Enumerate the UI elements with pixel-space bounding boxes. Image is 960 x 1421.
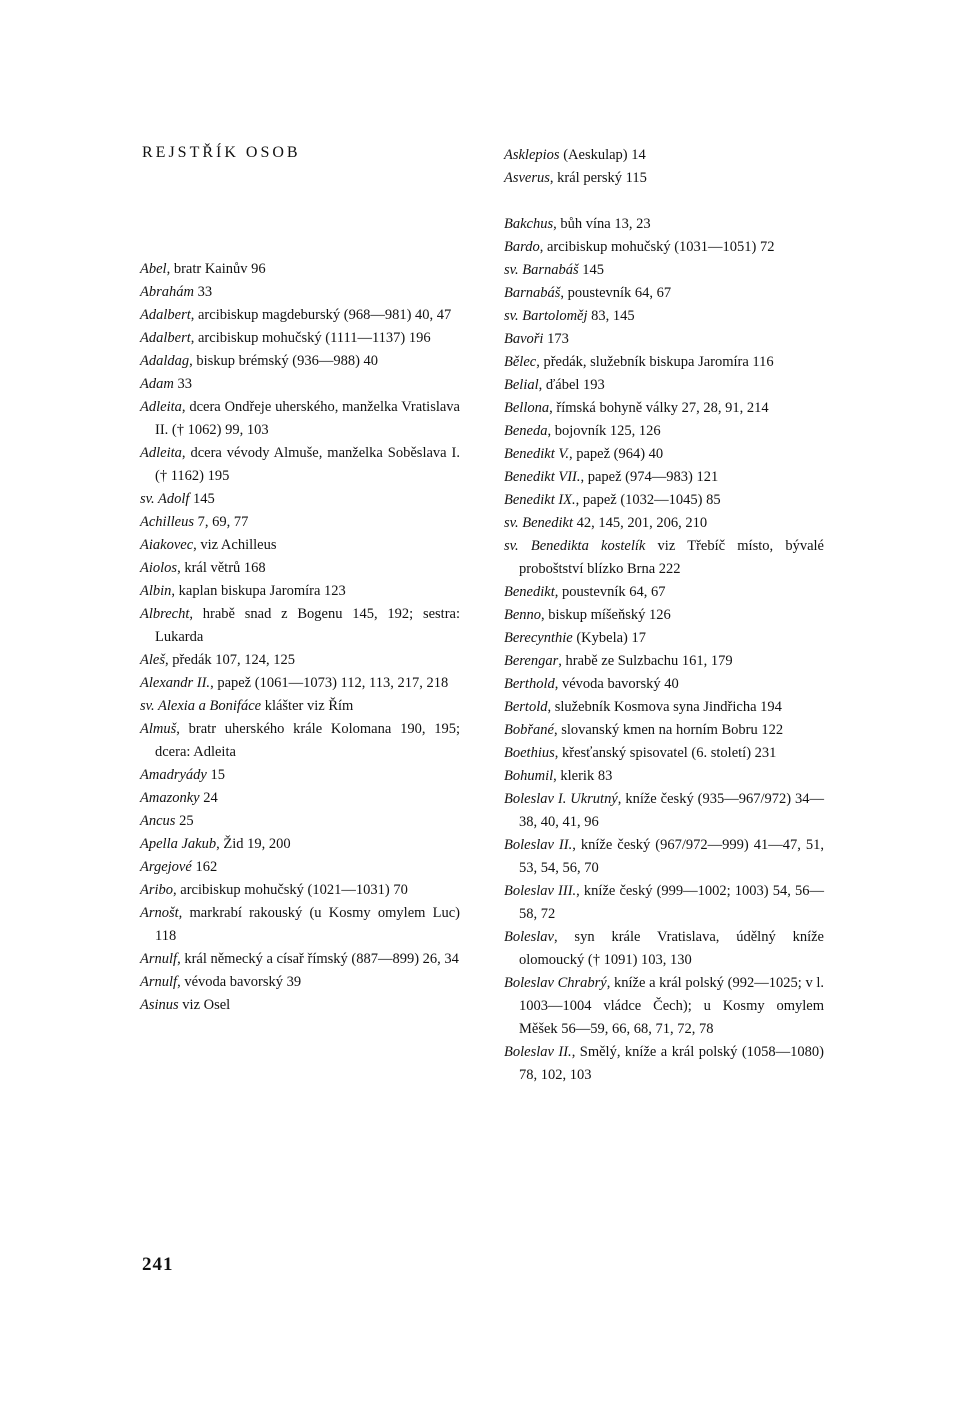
index-entry: [504, 535, 824, 581]
index-entry: [504, 512, 824, 535]
entry-name: Aiakovec: [140, 537, 194, 553]
entry-detail: 25: [175, 813, 194, 829]
entry-prefix: sv.: [504, 515, 523, 531]
entry-name: Asinus: [140, 997, 179, 1013]
index-entry: [504, 1041, 824, 1087]
entry-name: Arnulf: [140, 951, 178, 967]
index-entry: [140, 327, 460, 350]
entry-name: Argejové: [140, 859, 192, 875]
entry-name: Bertold: [504, 699, 548, 715]
entry-detail: , arcibiskup mohučský (1111—1137) 196: [190, 330, 431, 346]
entry-detail: , markrabí rakouský (u Kosmy omylem Luc) 118: [155, 905, 460, 944]
entry-name: Berengar: [504, 653, 559, 669]
entry-detail: , papež (974—983) 121: [580, 469, 719, 485]
index-entry: [504, 351, 824, 374]
index-column-left: [140, 258, 460, 1017]
index-entry: [140, 396, 460, 442]
entry-name: Benedikta kostelík: [530, 538, 646, 554]
entry-name: Boleslav I. Ukrutný: [504, 791, 618, 807]
index-entry: [140, 373, 460, 396]
entry-name: Benedikt IX.: [504, 492, 576, 508]
index-entry: [140, 304, 460, 327]
entry-detail: viz Třebíč místo, bývalé proboštství blízko Brna 222: [519, 538, 824, 577]
entry-name: Barnabáš: [504, 285, 561, 301]
entry-name: Belial: [504, 377, 539, 393]
entry-name: Benedikt: [522, 515, 573, 531]
entry-detail: , kníže a král polský (992—1025; v l. 1003—1004 vládce Čech); u Kosmy omylem Měšek 56—59, 66, 68, 71, 72, 78: [519, 975, 825, 1037]
entry-detail: , král větrů 168: [177, 560, 266, 576]
index-entry: [140, 580, 460, 603]
index-entry: [140, 787, 460, 810]
entry-prefix: sv.: [140, 698, 158, 714]
index-entry: [140, 902, 460, 948]
entry-prefix: sv.: [504, 308, 523, 324]
entry-detail: 83, 145: [587, 308, 635, 324]
entry-prefix: sv.: [504, 538, 531, 554]
entry-detail: 145: [578, 262, 605, 278]
index-entry: [504, 144, 824, 167]
entry-name: Bartoloměj: [522, 308, 588, 324]
entry-name: Asverus: [504, 170, 550, 186]
entry-detail: , kníže český (935—967/972) 34—38, 40, 41, 96: [519, 791, 824, 830]
entry-detail: , kníže český (967/972—999) 41—47, 51, 53, 54, 56, 70: [519, 837, 824, 876]
entry-detail: , poustevník 64, 67: [560, 285, 672, 301]
index-column-right: [504, 144, 824, 1087]
entry-name: Aribo: [140, 882, 174, 898]
entry-detail: , slovanský kmen na horním Bobru 122: [553, 722, 784, 738]
entry-detail: , ďábel 193: [538, 377, 605, 393]
entry-detail: 15: [206, 767, 225, 783]
entry-detail: , bratr uherského krále Kolomana 190, 195; dcera: Adleita: [155, 721, 460, 760]
entry-prefix: sv.: [504, 262, 523, 278]
index-entry: [140, 764, 460, 787]
entry-prefix: sv.: [140, 491, 158, 507]
index-entry: [140, 672, 460, 695]
entry-name: Boleslav Chrabrý: [504, 975, 607, 991]
entry-detail: , hrabě ze Sulzbachu 161, 179: [558, 653, 733, 669]
index-entry: [504, 604, 824, 627]
entry-name: Adalbert: [140, 307, 191, 323]
index-entry: [504, 489, 824, 512]
entry-detail: , papež (1061—1073) 112, 113, 217, 218: [210, 675, 449, 691]
entry-detail: , biskup brémský (936—988) 40: [189, 353, 379, 369]
index-entry: [504, 673, 824, 696]
entry-name: Achilleus: [140, 514, 194, 530]
entry-detail: klášter viz Řím: [261, 698, 354, 714]
entry-detail: , syn krále Vratislava, údělný kníže olomoucký († 1091) 103, 130: [519, 929, 824, 968]
entry-name: Ancus: [140, 813, 176, 829]
page-number: 241: [142, 1254, 174, 1275]
entry-name: Adleita: [140, 445, 182, 461]
index-entry: [504, 420, 824, 443]
entry-detail: , bratr Kainův 96: [166, 261, 266, 277]
entry-detail: viz Osel: [178, 997, 231, 1013]
entry-name: Amazonky: [140, 790, 200, 806]
index-entry: [504, 305, 824, 328]
entry-name: Asklepios: [504, 147, 560, 163]
entry-detail: , král německý a císař římský (887—899) 26, 34: [177, 951, 459, 967]
index-entry: [140, 488, 460, 511]
entry-name: Amadryády: [140, 767, 207, 783]
entry-detail: , papež (964) 40: [568, 446, 664, 462]
entry-name: Beneda: [504, 423, 548, 439]
entry-name: Alexia a Bonifáce: [158, 698, 262, 714]
index-entry: [504, 397, 824, 420]
index-entry: [504, 167, 824, 190]
entry-name: Benno: [504, 607, 542, 623]
entry-name: Aleš: [140, 652, 165, 668]
entry-name: Arnošt: [140, 905, 179, 921]
entry-detail: , předák 107, 124, 125: [164, 652, 296, 668]
index-group-a: [504, 144, 824, 190]
entry-name: Bardo: [504, 239, 540, 255]
entry-detail: , římská bohyně války 27, 28, 91, 214: [549, 400, 769, 416]
entry-name: Berthold: [504, 676, 555, 692]
entry-name: Boleslav: [504, 929, 554, 945]
entry-name: Bobřané: [504, 722, 554, 738]
index-entry: [504, 282, 824, 305]
index-entry: [140, 442, 460, 488]
entry-name: Albrecht: [140, 606, 190, 622]
index-entry: [140, 511, 460, 534]
index-entry: [504, 972, 824, 1041]
entry-detail: , kníže český (999—1002; 1003) 54, 56—58, 72: [519, 883, 824, 922]
entry-name: Arnulf: [140, 974, 178, 990]
index-entry: [504, 213, 824, 236]
entry-detail: , předák, služebník biskupa Jaromíra 116: [536, 354, 774, 370]
entry-detail: , Smělý, kníže a král polský (1058—1080) 78, 102, 103: [519, 1044, 825, 1083]
entry-detail: (Kybela) 17: [572, 630, 646, 646]
entry-detail: , dcera vévody Almuše, manželka Soběslava I. († 1162) 195: [155, 445, 460, 484]
entry-detail: , dcera Ondřeje uherského, manželka Vratislava II. († 1062) 99, 103: [155, 399, 460, 438]
entry-name: Benedikt: [504, 584, 555, 600]
entry-name: Albin: [140, 583, 172, 599]
index-entry: [140, 534, 460, 557]
entry-name: Bavoři: [504, 331, 544, 347]
index-entry: [140, 695, 460, 718]
index-entry: [504, 627, 824, 650]
entry-detail: 7, 69, 77: [193, 514, 249, 530]
entry-detail: 42, 145, 201, 206, 210: [573, 515, 708, 531]
entry-detail: 24: [199, 790, 218, 806]
entry-detail: , biskup míšeňský 126: [541, 607, 671, 623]
entry-detail: , vévoda bavorský 39: [177, 974, 302, 990]
index-entry: [140, 649, 460, 672]
entry-detail: , klerik 83: [553, 768, 613, 784]
entry-detail: , bůh vína 13, 23: [553, 216, 651, 232]
index-entry: [140, 258, 460, 281]
entry-name: Berecynthie: [504, 630, 573, 646]
entry-name: Barnabáš: [522, 262, 579, 278]
index-entry: [504, 765, 824, 788]
entry-name: Abel: [140, 261, 167, 277]
entry-detail: , kaplan biskupa Jaromíra 123: [171, 583, 346, 599]
entry-detail: 145: [189, 491, 215, 507]
index-entry: [140, 718, 460, 764]
index-entry: [504, 236, 824, 259]
entry-detail: , arcibiskup mohučský (1021—1031) 70: [173, 882, 408, 898]
index-entry: [140, 350, 460, 373]
index-entry: [504, 374, 824, 397]
entry-name: Bakchus: [504, 216, 554, 232]
index-entry: [504, 259, 824, 282]
entry-name: Adleita: [140, 399, 182, 415]
entry-name: Alexandr II.: [140, 675, 211, 691]
index-entry: [140, 810, 460, 833]
entry-name: Apella Jakub: [140, 836, 217, 852]
entry-detail: , křesťanský spisovatel (6. století) 231: [554, 745, 777, 761]
entry-detail: , král perský 115: [549, 170, 647, 186]
entry-detail: 33: [173, 376, 192, 392]
entry-detail: 33: [193, 284, 213, 300]
entry-detail: 173: [543, 331, 569, 347]
index-entry: [140, 856, 460, 879]
index-entry: [504, 581, 824, 604]
index-group-b: [504, 213, 824, 1087]
index-entry: [140, 948, 460, 971]
index-entry: [504, 834, 824, 880]
entry-name: Boleslav II.: [504, 837, 573, 853]
index-entry: [504, 719, 824, 742]
entry-detail: , služebník Kosmova syna Jindřicha 194: [547, 699, 782, 715]
entry-detail: , bojovník 125, 126: [547, 423, 661, 439]
page-title: REJSTŘÍK OSOB: [142, 144, 301, 161]
index-entry: [504, 696, 824, 719]
entry-name: Boleslav III.: [504, 883, 577, 899]
entry-detail: , viz Achilleus: [193, 537, 277, 553]
entry-name: Benedikt V.: [504, 446, 569, 462]
index-entry: [504, 742, 824, 765]
entry-name: Abrahám: [140, 284, 194, 300]
index-entry: [140, 603, 460, 649]
index-entry: [140, 994, 460, 1017]
entry-detail: , Žid 19, 200: [216, 836, 291, 852]
index-entry: [504, 466, 824, 489]
entry-detail: , arcibiskup mohučský (1031—1051) 72: [539, 239, 775, 255]
entry-detail: 162: [191, 859, 218, 875]
index-entry: [504, 880, 824, 926]
entry-detail: , vévoda bavorský 40: [554, 676, 679, 692]
entry-name: Boethius: [504, 745, 555, 761]
entry-detail: (Aeskulap) 14: [559, 147, 646, 163]
index-entry: [140, 971, 460, 994]
index-entry: [140, 833, 460, 856]
entry-name: Adolf: [158, 491, 190, 507]
entry-detail: , papež (1032—1045) 85: [575, 492, 721, 508]
entry-name: Bohumil: [504, 768, 554, 784]
index-entry: [504, 788, 824, 834]
entry-detail: , arcibiskup magdeburský (968—981) 40, 47: [190, 307, 452, 323]
entry-name: Adam: [140, 376, 174, 392]
entry-name: Bellona: [504, 400, 550, 416]
entry-name: Benedikt VII.: [504, 469, 581, 485]
group-gap: [504, 190, 824, 213]
entry-name: Adalbert: [140, 330, 191, 346]
index-entry: [140, 281, 460, 304]
entry-detail: , poustevník 64, 67: [554, 584, 666, 600]
entry-name: Almuš: [140, 721, 177, 737]
index-entry: [504, 650, 824, 673]
entry-name: Aiolos: [140, 560, 178, 576]
index-entry: [504, 926, 824, 972]
entry-detail: , hrabě snad z Bogenu 145, 192; sestra: Lukarda: [155, 606, 460, 645]
entry-name: Bělec: [504, 354, 537, 370]
entry-name: Boleslav II.: [504, 1044, 572, 1060]
index-entry: [140, 879, 460, 902]
index-entry: [504, 443, 824, 466]
entry-name: Adaldag: [140, 353, 190, 369]
index-entry: [140, 557, 460, 580]
index-entry: [504, 328, 824, 351]
